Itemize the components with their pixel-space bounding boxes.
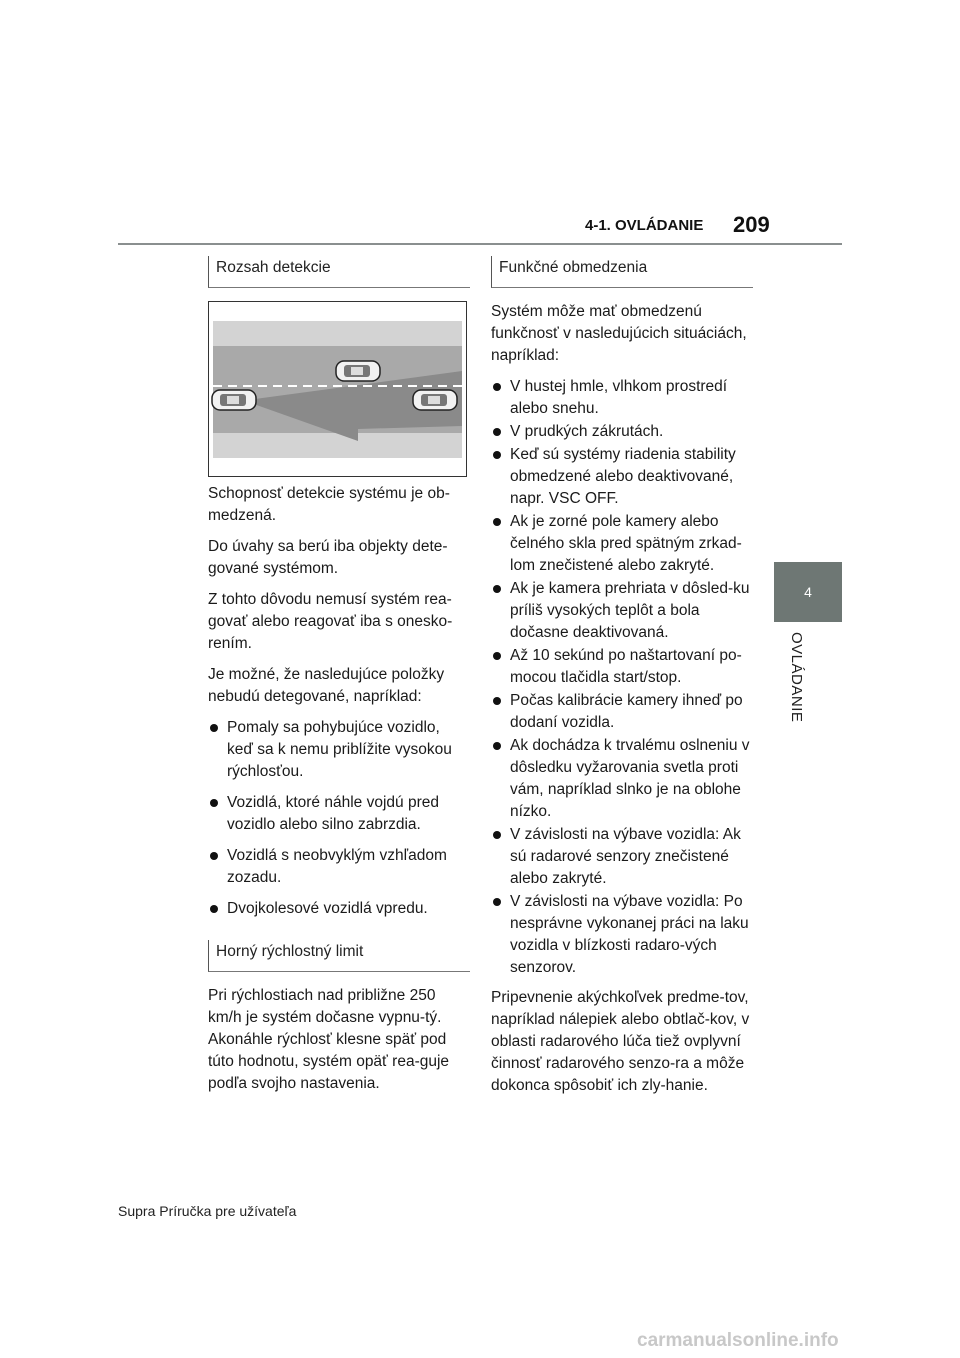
chapter-tab-label: OVLÁDANIE xyxy=(788,632,805,723)
list-item: V závislosti na výbave vozidla: Po nesprávne vykonanej práci na laku vozidla v blízkosti radaro-vých senzorov. xyxy=(491,891,753,979)
paragraph: Do úvahy sa berú iba objekty dete-gované systémom. xyxy=(208,538,448,577)
list-item: Keď sú systémy riadenia stability obmedzené alebo deaktivované, napr. VSC OFF. xyxy=(491,444,753,510)
paragraph: Pri rýchlostiach nad približne 250 km/h je systém dočasne vypnu-tý. Akonáhle rýchlosť klesne späť pod túto hodnotu, systém opäť rea-guje podľa svojho nastavenia. xyxy=(208,987,450,1092)
list-item: Ak je zorné pole kamery alebo čelného skla pred spätným zrkad-lom znečistené alebo zakryté. xyxy=(491,511,753,577)
footer-manual-title: Supra Príručka pre užívateľa xyxy=(118,1203,297,1219)
paragraph: Pripevnenie akýchkoľvek predme-tov, napríklad nálepiek alebo obtlač-kov, v oblasti radarového lúča tiež ovplyvní činnosť radarového senzo-ra a môže dokonca spôsobiť ich zly-hanie. xyxy=(491,989,750,1094)
chapter-header: 4-1. OVLÁDANIE xyxy=(585,217,704,234)
section-title-limitations: Funkčné obmedzenia xyxy=(491,256,753,288)
list-item: Dvojkolesové vozidlá vpredu. xyxy=(208,898,470,920)
page-number: 209 xyxy=(733,212,770,237)
detection-range-illustration xyxy=(208,301,467,477)
list-item: V prudkých zákrutách. xyxy=(491,421,753,443)
undetected-objects-list xyxy=(208,717,470,920)
left-column xyxy=(208,256,470,1104)
watermark: carmanualsonline.info xyxy=(637,1330,839,1351)
list-item: Ak dochádza k trvalému oslneniu v dôsledku vyžarovania svetla proti vám, napríklad slnko je na oblohe nízko. xyxy=(491,735,753,823)
car-icon-own xyxy=(212,390,256,410)
chapter-tab-number: 4 xyxy=(804,584,812,600)
paragraph: Z tohto dôvodu nemusí systém rea-govať alebo reagovať iba s onesko-rením. xyxy=(208,591,453,652)
section-title-speed-limit: Horný rýchlostný limit xyxy=(208,940,470,972)
list-item: Pomaly sa pohybujúce vozidlo, keď sa k nemu priblížite vysokou rýchlosťou. xyxy=(208,717,470,783)
car-icon-ahead xyxy=(336,361,380,381)
list-item: Vozidlá, ktoré náhle vojdú pred vozidlo alebo silno zabrzdia. xyxy=(208,792,470,836)
list-item: V závislosti na výbave vozidla: Ak sú radarové senzory znečistené alebo zakryté. xyxy=(491,824,753,890)
paragraph: Systém môže mať obmedzenú funkčnosť v nasledujúcich situáciách, napríklad: xyxy=(491,303,747,364)
paragraph: Schopnosť detekcie systému je ob-medzená. xyxy=(208,485,450,524)
paragraph: Je možné, že nasledujúce položky nebudú detegované, napríklad: xyxy=(208,666,445,705)
limitations-list xyxy=(491,376,753,979)
list-item: V hustej hmle, vlhkom prostredí alebo snehu. xyxy=(491,376,753,420)
list-item: Vozidlá s neobvyklým vzhľadom zozadu. xyxy=(208,845,470,889)
list-item: Až 10 sekúnd po naštartovaní po-mocou tlačidla start/stop. xyxy=(491,645,753,689)
list-item: Ak je kamera prehriata v dôsled-ku príliš vysokých teplôt a bola dočasne deaktivovaná. xyxy=(491,578,753,644)
list-item: Počas kalibrácie kamery ihneď po dodaní vozidla. xyxy=(491,690,753,734)
car-icon-front xyxy=(413,390,457,410)
header-divider xyxy=(118,243,842,245)
right-column xyxy=(491,256,753,1106)
section-title-detection-range: Rozsah detekcie xyxy=(208,256,470,288)
chapter-tab[interactable] xyxy=(774,562,842,622)
